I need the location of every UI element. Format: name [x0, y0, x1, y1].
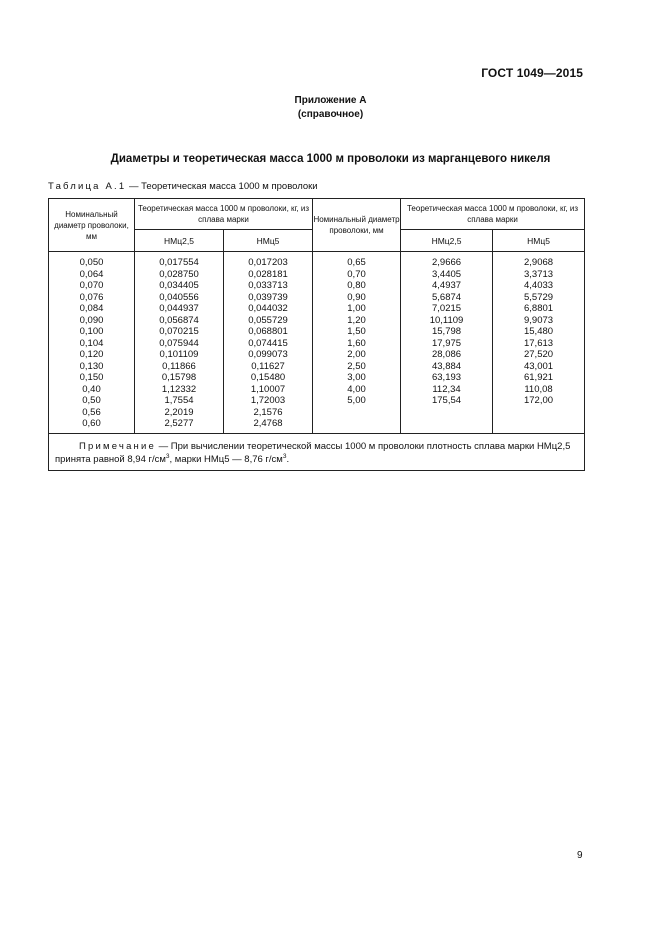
- table-cell: 15,480: [493, 326, 585, 338]
- table-cell: 3,3713: [493, 269, 585, 281]
- document-code: ГОСТ 1049—2015: [481, 66, 583, 80]
- table-cell: 0,070215: [135, 326, 224, 338]
- table-cell: 0,050: [49, 252, 135, 269]
- table-cell: 0,101109: [135, 349, 224, 361]
- table-cell: 5,00: [313, 395, 401, 407]
- table-cell: 61,921: [493, 372, 585, 384]
- table-body: [49, 252, 585, 434]
- table-row: [49, 372, 585, 384]
- note-text-2: , марки НМц5 — 8,76 г/см: [169, 453, 283, 465]
- table-cell: 0,055729: [224, 315, 313, 327]
- table-cell: 1,00: [313, 303, 401, 315]
- table-note: [49, 433, 585, 470]
- table-row: [49, 349, 585, 361]
- table-row: [49, 315, 585, 327]
- table-row: [49, 303, 585, 315]
- table-cell: 0,074415: [224, 338, 313, 350]
- table-cell: 5,6874: [401, 292, 493, 304]
- table-cell: [401, 407, 493, 419]
- header-grade-nmc5-right: НМц5: [493, 230, 585, 252]
- table-cell: 15,798: [401, 326, 493, 338]
- table-cell: 0,033713: [224, 280, 313, 292]
- table-cell: 0,064: [49, 269, 135, 281]
- section-title: Диаметры и теоретическая масса 1000 м проволоки из марганцевого никеля: [110, 153, 551, 165]
- table-cell: 1,72003: [224, 395, 313, 407]
- table-caption-text: — Теоретическая масса 1000 м проволоки: [126, 181, 318, 192]
- table-cell: 0,80: [313, 280, 401, 292]
- table-cell: 9,9073: [493, 315, 585, 327]
- table-cell: 0,130: [49, 361, 135, 373]
- table-cell: 112,34: [401, 384, 493, 396]
- table-cell: 2,1576: [224, 407, 313, 419]
- table-cell: 2,5277: [135, 418, 224, 433]
- table-cell: [313, 418, 401, 433]
- note-sup-2: 3: [282, 452, 287, 460]
- table-cell: 0,104: [49, 338, 135, 350]
- table-cell: 0,084: [49, 303, 135, 315]
- table-cell: 0,044937: [135, 303, 224, 315]
- table-cell: 0,090: [49, 315, 135, 327]
- table-cell: 1,60: [313, 338, 401, 350]
- note-text-3: .: [286, 453, 290, 465]
- table-cell: 0,039739: [224, 292, 313, 304]
- table-cell: 0,100: [49, 326, 135, 338]
- table-cell: 4,00: [313, 384, 401, 396]
- table-cell: 3,00: [313, 372, 401, 384]
- table-cell: 0,15798: [135, 372, 224, 384]
- page-number: 9: [577, 850, 583, 861]
- table-cell: 2,9666: [401, 252, 493, 269]
- header-diameter-right: Номинальный диаметр проволоки, мм: [313, 199, 401, 252]
- table-row: [49, 292, 585, 304]
- header-diameter-left: Номинальный диаметр проволоки, мм: [49, 199, 135, 252]
- table-cell: 0,150: [49, 372, 135, 384]
- table-row: [49, 269, 585, 281]
- table-cell: 2,50: [313, 361, 401, 373]
- table-cell: [313, 407, 401, 419]
- table-cell: 0,076: [49, 292, 135, 304]
- table-caption-label: Таблица А.1: [48, 181, 127, 192]
- table-row: [49, 418, 585, 433]
- table-cell: 0,15480: [224, 372, 313, 384]
- table-caption: [48, 181, 318, 192]
- table-row: [49, 326, 585, 338]
- table-cell: 2,9068: [493, 252, 585, 269]
- appendix-title: Приложение А: [294, 95, 367, 106]
- table-cell: 0,028750: [135, 269, 224, 281]
- table-cell: 4,4937: [401, 280, 493, 292]
- table-cell: 0,056874: [135, 315, 224, 327]
- table-cell: 110,08: [493, 384, 585, 396]
- table-cell: 17,975: [401, 338, 493, 350]
- table-cell: 63,193: [401, 372, 493, 384]
- table-cell: 1,7554: [135, 395, 224, 407]
- header-mass-right: Теоретическая масса 1000 м проволоки, кг, из сплава марки: [401, 199, 585, 230]
- table-cell: [401, 418, 493, 433]
- note-sup-1: 3: [165, 452, 170, 460]
- header-grade-nmc25-right: НМц2,5: [401, 230, 493, 252]
- table-row: [49, 407, 585, 419]
- header-mass-left: Теоретическая масса 1000 м проволоки, кг, из сплава марки: [135, 199, 313, 230]
- table-cell: [493, 418, 585, 433]
- table-cell: 3,4405: [401, 269, 493, 281]
- table-cell: 5,5729: [493, 292, 585, 304]
- table-cell: 43,884: [401, 361, 493, 373]
- table-cell: 172,00: [493, 395, 585, 407]
- table-cell: 0,044032: [224, 303, 313, 315]
- table-row: [49, 361, 585, 373]
- header-grade-nmc5-left: НМц5: [224, 230, 313, 252]
- header-grade-nmc25-left: НМц2,5: [135, 230, 224, 252]
- table-cell: 2,00: [313, 349, 401, 361]
- table-cell: 0,028181: [224, 269, 313, 281]
- table-cell: 0,90: [313, 292, 401, 304]
- table-row: [49, 252, 585, 269]
- table-cell: 6,8801: [493, 303, 585, 315]
- table-cell: 0,099073: [224, 349, 313, 361]
- table-cell: 175,54: [401, 395, 493, 407]
- table-cell: 1,12332: [135, 384, 224, 396]
- table-cell: 10,1109: [401, 315, 493, 327]
- table-cell: 0,120: [49, 349, 135, 361]
- table-cell: 0,40: [49, 384, 135, 396]
- table-cell: 0,56: [49, 407, 135, 419]
- table-cell: 0,11866: [135, 361, 224, 373]
- table-cell: 0,11627: [224, 361, 313, 373]
- table-cell: 0,50: [49, 395, 135, 407]
- table-cell: 7,0215: [401, 303, 493, 315]
- table-cell: 0,65: [313, 252, 401, 269]
- table-cell: 2,2019: [135, 407, 224, 419]
- table-cell: 1,50: [313, 326, 401, 338]
- table-cell: 0,034405: [135, 280, 224, 292]
- table-row: [49, 338, 585, 350]
- table-row: [49, 395, 585, 407]
- table-cell: 2,4768: [224, 418, 313, 433]
- table-cell: 28,086: [401, 349, 493, 361]
- table-cell: 4,4033: [493, 280, 585, 292]
- table-row: [49, 280, 585, 292]
- appendix-subtitle: (справочное): [297, 109, 364, 120]
- table-cell: 43,001: [493, 361, 585, 373]
- table-cell: 0,040556: [135, 292, 224, 304]
- table-cell: 27,520: [493, 349, 585, 361]
- table-cell: 0,017554: [135, 252, 224, 269]
- table-cell: 0,017203: [224, 252, 313, 269]
- table-cell: 0,075944: [135, 338, 224, 350]
- table-row: [49, 384, 585, 396]
- table-cell: 0,068801: [224, 326, 313, 338]
- table-cell: 1,20: [313, 315, 401, 327]
- table-cell: 0,70: [313, 269, 401, 281]
- mass-table: [48, 198, 585, 471]
- note-text-1: — При вычислении теоретической массы 1000 м проволоки плотность сплава марки НМц2,5 принята равной 8,94 г/см: [55, 440, 571, 465]
- table-cell: 0,070: [49, 280, 135, 292]
- table-cell: 0,60: [49, 418, 135, 433]
- table-cell: 17,613: [493, 338, 585, 350]
- table-cell: [493, 407, 585, 419]
- table-cell: 1,10007: [224, 384, 313, 396]
- note-label: Примечание: [79, 440, 156, 452]
